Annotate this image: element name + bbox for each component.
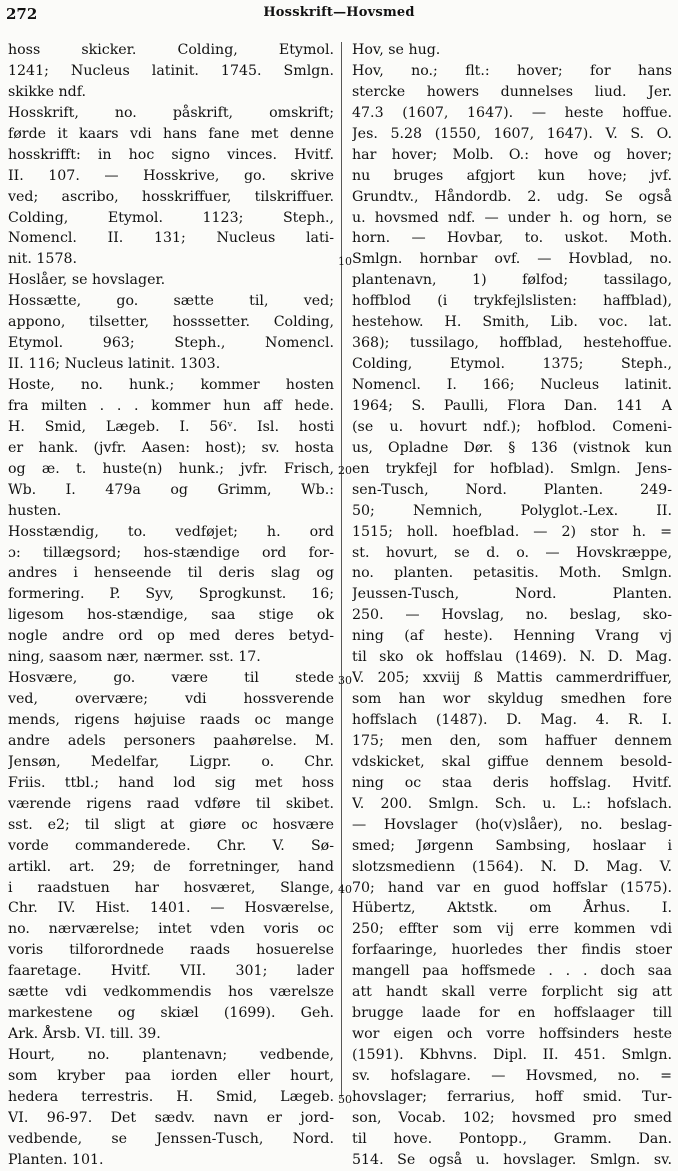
text-line: nu bruges afgjort kun hove; jvf. — [352, 167, 672, 184]
text-line: ved; ascribo, hosskriffuer, tilskriffuer. — [8, 188, 334, 205]
text-line: 50; Nemnich, Polyglot.-Lex. II. — [352, 502, 672, 519]
text-line: Hov, no.; flt.: hover; for hans — [352, 62, 672, 79]
text-line: 250. — Hovslag, no. beslag, sko- — [352, 607, 672, 624]
text-line: Colding, Etymol. 1375; Steph., — [352, 356, 672, 373]
text-line: horn. — Hovbar, to. uskot. Moth. — [352, 230, 672, 247]
text-line: st. hovurt, se d. o. — Hovskræppe, — [352, 544, 672, 561]
text-line: sv. hofslagare. — Hovsmed, no. = — [352, 1067, 672, 1084]
text-line: sen-Tusch, Nord. Planten. 249- — [352, 481, 672, 498]
column-divider — [341, 42, 342, 1097]
text-line: Nomencl. I. 166; Nucleus latinit. — [352, 377, 672, 393]
text-line: voris tilforordnede raads hosuerelse — [8, 942, 334, 959]
text-line: som han wor skyldug smedhen fore — [352, 691, 672, 708]
text-line: ning (af heste). Henning Vrang vj — [352, 628, 672, 645]
text-line: nit. 1578. — [8, 251, 78, 268]
text-line: mangell paa hoffsmede . . . doch saa — [352, 963, 672, 980]
text-line: hoffblod (i trykfejlslisten: haffblad), — [352, 293, 672, 310]
text-line: ved, overvære; vdi hossverende — [8, 691, 334, 708]
text-line: artikl. art. 29; de forretninger, hand — [8, 858, 334, 875]
text-line: H. Smid, Lægeb. I. 56ᵛ. Isl. hosti — [8, 418, 334, 435]
text-line: smed; Jørgenn Sambsing, hoslaar i — [352, 837, 672, 854]
text-line: 70; hand var en guod hoffslar (1575). — [352, 879, 672, 896]
text-line: 47.3 (1607, 1647). — heste hoffue. — [352, 104, 672, 121]
text-line: en trykfejl for hofblad). Smlgn. Jens- — [352, 460, 672, 477]
text-line: hedera terrestris. H. Smid, Lægeb. — [8, 1088, 334, 1105]
text-line: ning oc staa deris hoffslag. Hvitf. — [352, 774, 672, 791]
text-line: att handt skall verre forplicht sig att — [352, 984, 672, 1001]
text-line: Hossætte, go. sætte til, ved; — [8, 293, 334, 310]
text-line: son, Vocab. 102; hovsmed pro smed — [352, 1109, 672, 1126]
text-line: Ark. Årsb. VI. till. 39. — [8, 1026, 161, 1043]
text-line: hoffslach (1487). D. Mag. 4. R. I. — [352, 712, 672, 728]
text-line: ligesom hos-stændige, saa stige ok — [8, 607, 334, 624]
text-line: faaretage. Hvitf. VII. 301; lader — [8, 963, 334, 980]
text-line: 175; men den, som haffuer dennem — [352, 732, 672, 749]
text-line: V. 200. Smlgn. Sch. u. L.: hofslach. — [352, 795, 672, 812]
text-line: Hosskrift, no. påskrift, omskrift; — [8, 104, 334, 121]
text-line: 1241; Nucleus latinit. 1745. Smlgn. — [8, 62, 334, 79]
text-line: Colding, Etymol. 1123; Steph., — [8, 209, 334, 226]
text-line: Grundtv., Håndordb. 2. udg. Se også — [352, 188, 672, 205]
text-line: Hourt, no. plantenavn; vedbende, — [8, 1047, 334, 1063]
text-line: Friis. ttbl.; hand lod sig met hoss — [8, 774, 334, 791]
text-line: — Hovslager (ho(v)slåer), no. beslag- — [352, 816, 672, 833]
text-line: fra milten . . . kommer hun aff hede. — [8, 397, 334, 414]
text-line: hestehow. H. Smith, Lib. voc. lat. — [352, 314, 672, 331]
text-line: V. 205; xxviij ß Mattis cammerdriffuer, — [352, 670, 672, 687]
text-line: Etymol. 963; Steph., Nomencl. — [8, 335, 334, 352]
text-line: 1515; holl. hoefblad. — 2) stor h. = — [352, 523, 672, 540]
text-line: Jes. 5.28 (1550, 1607, 1647). V. S. O. — [352, 125, 672, 142]
text-line: hosskrifft: in hoc signo vinces. Hvitf. — [8, 146, 334, 163]
text-line: hovslager; ferrarius, hoff smid. Tur- — [352, 1088, 672, 1105]
text-line: Hoste, no. hunk.; kommer hosten — [8, 377, 334, 393]
text-line: II. 107. — Hosskrive, go. skrive — [8, 167, 334, 184]
text-line: er hank. (jvfr. Aasen: host); sv. hosta — [8, 439, 334, 456]
text-line: Hov, se hug. — [352, 42, 441, 58]
text-line: brugge laade for en hoffslaager till — [352, 1005, 672, 1022]
text-line: Jeussen-Tusch, Nord. Planten. — [352, 586, 672, 603]
text-line: og æ. t. huste(n) hunk.; jvfr. Frisch, — [8, 460, 334, 477]
text-line: Hosvære, go. være til stede — [8, 670, 334, 687]
text-line: no. nærværelse; intet vden voris oc — [8, 921, 334, 938]
text-line: forfaaringe, huorledes ther findis stoer — [352, 942, 672, 959]
text-line: VI. 96-97. Det sædv. navn er jord- — [8, 1109, 334, 1126]
page-header — [6, 2, 672, 28]
text-line: slotzsmedienn (1564). N. D. Mag. V. — [352, 858, 672, 875]
line-number: 40 — [338, 883, 352, 896]
text-line: u. hovsmed ndf. — under h. og horn, se — [352, 209, 672, 226]
text-line: vorde commanderede. Chr. V. Sø- — [8, 837, 334, 854]
text-line: andres i henseende til deris slag og — [8, 565, 334, 582]
text-line: husten. — [8, 502, 62, 519]
text-line: til hove. Pontopp., Gramm. Dan. — [352, 1130, 672, 1147]
text-line: Hübertz, Aktstk. om Århus. I. — [352, 900, 672, 917]
text-line: 1964; S. Paulli, Flora Dan. 141 A — [352, 397, 672, 414]
text-line: (1591). Kbhvns. Dipl. II. 451. Smlgn. — [352, 1047, 672, 1063]
text-line: no. planten. petasitis. Moth. Smlgn. — [352, 565, 672, 582]
text-line: mends, rigens højuise raads oc mange — [8, 712, 334, 728]
right-column — [352, 40, 672, 1171]
line-number: 10 — [338, 254, 352, 268]
line-number: 30 — [338, 673, 352, 687]
text-line: Nomencl. II. 131; Nucleus lati- — [8, 230, 334, 247]
text-line: Hoslåer, se hovslager. — [8, 272, 166, 289]
text-line: nogle andre ord op med deres betyd- — [8, 628, 334, 645]
text-line: har hover; Molb. O.: hove og hover; — [352, 146, 672, 163]
text-line: 368); tussilago, hoffblad, hestehoffue. — [352, 335, 672, 352]
text-line: plantenavn, 1) følfod; tassilago, — [352, 272, 672, 289]
text-line: førde it kaars vdi hans fane met denne — [8, 125, 334, 142]
text-line: vedbende, se Jenssen-Tusch, Nord. — [8, 1130, 334, 1147]
text-line: appono, tilsetter, hosssetter. Colding, — [8, 314, 334, 331]
text-line: i raadstuen har hosværet, Slange, — [8, 879, 334, 896]
text-line: som kryber paa iorden eller hourt, — [8, 1067, 334, 1084]
line-number: 20 — [338, 464, 352, 477]
text-line: 250; effter som vij erre kommen vdi — [352, 921, 672, 938]
text-line: værende rigens raad vdføre til skibet. — [8, 795, 334, 812]
text-line: sst. e2; til sligt at giøre oc hosvære — [8, 816, 334, 833]
left-column — [8, 40, 334, 1171]
text-line: ning, saasom nær, nærmer. sst. 17. — [8, 649, 261, 666]
text-line: sætte vdi vedkommendis hos værelsze — [8, 984, 334, 1001]
text-line: Hosstændig, to. vedføjet; h. ord — [8, 523, 334, 540]
text-line: til sko ok hoffslau (1469). N. D. Mag. — [352, 649, 672, 666]
text-line: us, Opladne Dør. § 136 (vistnok kun — [352, 439, 672, 456]
text-line: vdskicket, skal giffue dennem besold- — [352, 753, 672, 770]
text-line: formering. P. Syv, Sprogkunst. 16; — [8, 586, 334, 603]
text-line: (se u. hovurt ndf.); hofblod. Comeni- — [352, 418, 672, 435]
text-line: Smlgn. hornbar ovf. — Hovblad, no. — [352, 251, 672, 268]
text-line: Chr. IV. Hist. 1401. — Hosværelse, — [8, 900, 334, 917]
line-number: 50 — [338, 1092, 352, 1106]
running-head: Hosskrift—Hovsmed — [263, 5, 415, 20]
text-line: stercke howers dunnelses liud. Jer. — [352, 83, 672, 100]
text-line: andre adels personers paahørelse. M. — [8, 732, 334, 749]
text-line: wor eigen och vorre hoffsinders heste — [352, 1026, 672, 1043]
text-line: II. 116; Nucleus latinit. 1303. — [8, 356, 221, 373]
text-line: hoss skicker. Colding, Etymol. — [8, 42, 334, 58]
text-line: Jensøn, Medelfar, Ligpr. o. Chr. — [8, 753, 334, 770]
text-line: ɔ: tillægsord; hos-stændige ord for- — [8, 544, 334, 561]
text-line: markestene og skiæl (1699). Geh. — [8, 1005, 334, 1022]
text-line: Wb. I. 479a og Grimm, Wb.: — [8, 481, 334, 498]
text-line: skikke ndf. — [8, 83, 86, 100]
page-number: 272 — [6, 5, 38, 23]
text-line: Planten. 101. — [8, 1151, 104, 1168]
text-line: 514. Se også u. hovslager. Smlgn. sv. — [352, 1151, 672, 1168]
